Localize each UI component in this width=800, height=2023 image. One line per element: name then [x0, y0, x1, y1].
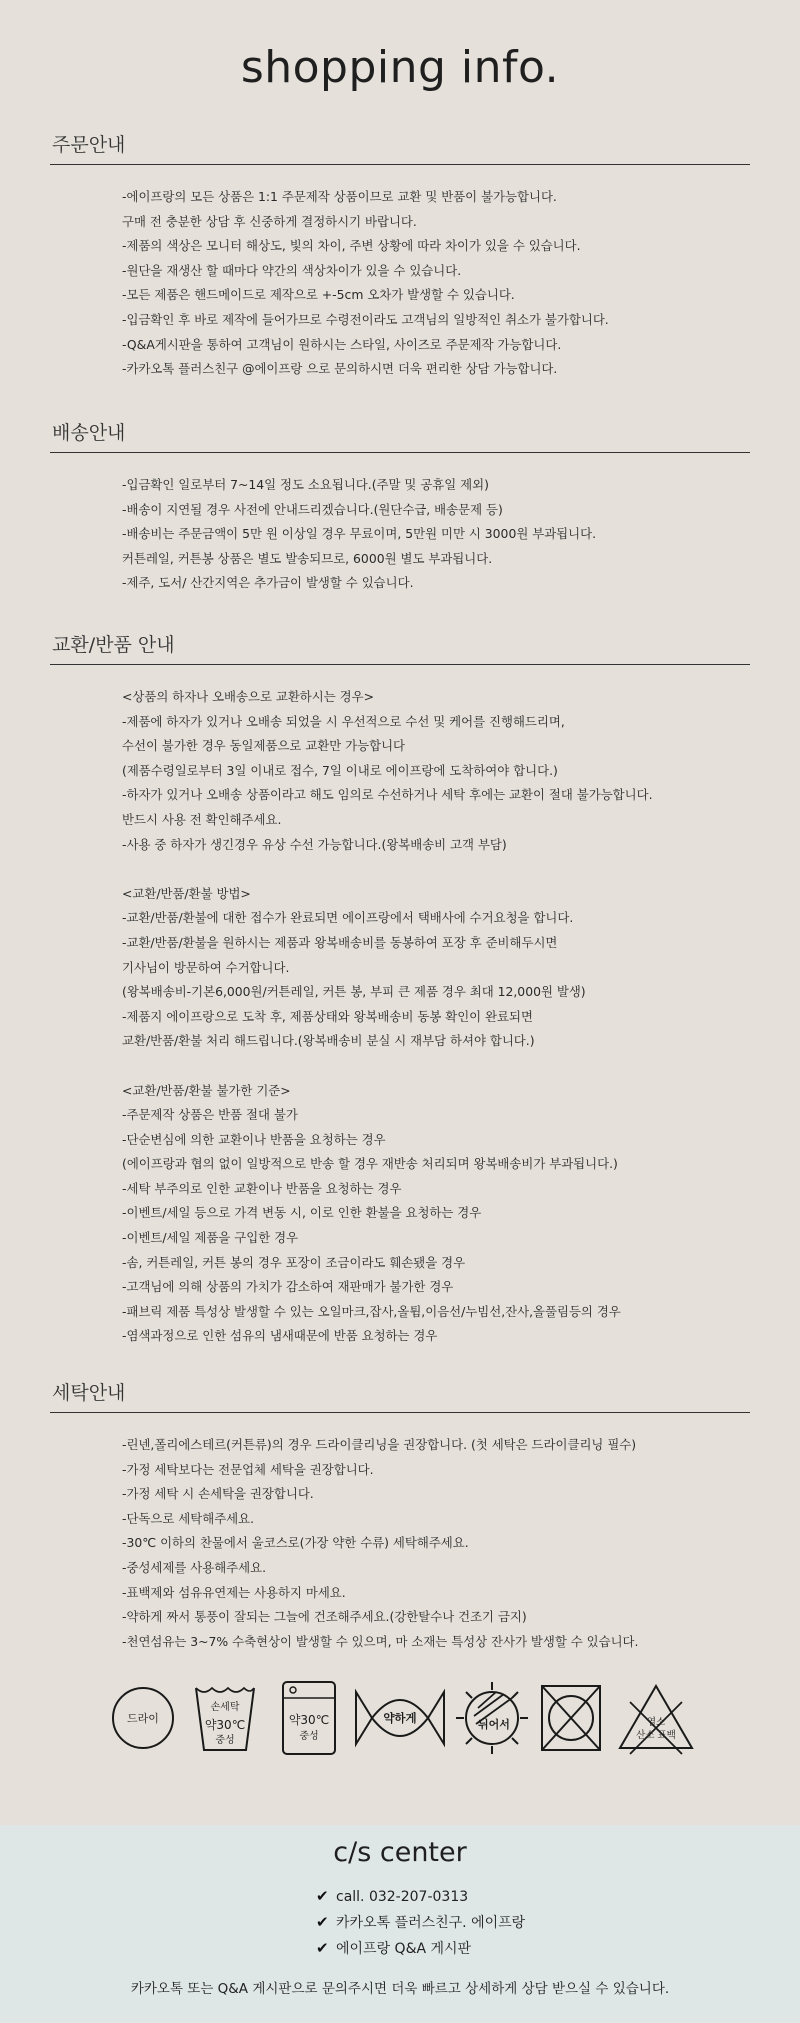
text-line: (에이프랑과 협의 없이 일방적으로 반송 할 경우 재반송 처리되며 왕복배송비가 부과됩니다.) — [122, 1156, 618, 1172]
text-line: -주문제작 상품은 반품 절대 불가 — [122, 1107, 298, 1123]
text-line: <교환/반품/환불 방법> — [122, 885, 251, 901]
cs-phone-item[interactable] — [316, 1883, 525, 1909]
text-line: 커튼레일, 커튼봉 상품은 별도 발송되므로, 6000원 별도 부과됩니다. — [122, 550, 493, 566]
text-line: -사용 중 하자가 생긴경우 유상 수선 가능합니다.(왕복배송비 고객 부담) — [122, 836, 507, 852]
hand-wash-temp: 약30℃ — [204, 1718, 246, 1732]
text-line: -배송비는 주문금액이 5만 원 이상일 경우 무료이며, 5만원 미만 시 3000원 부과됩니다. — [122, 526, 597, 542]
text-line: 수선이 불가한 경우 동일제품으로 교환만 가능합니다 — [122, 738, 406, 754]
section-heading: 세탁안내 — [52, 1382, 126, 1404]
cs-center-panel — [0, 1825, 800, 2023]
text-line: -중성세제를 사용해주세요. — [122, 1559, 267, 1575]
text-line: -Q&A게시판을 통하여 고객님이 원하시는 스타일, 사이즈로 주문제작 가능합니다. — [122, 336, 562, 352]
section-divider — [50, 1412, 750, 1413]
blank-line — [122, 857, 750, 882]
text-line: -원단을 재생산 할 때마다 약간의 색상차이가 있을 수 있습니다. — [122, 262, 462, 278]
text-line: -제품에 하자가 있거나 오배송 되었을 시 우선적으로 수선 및 케어를 진행해드리며, — [122, 713, 565, 729]
text-line: -배송이 지연될 경우 사전에 안내드리겠습니다.(원단수급, 배송문제 등) — [122, 501, 503, 517]
check-icon: ✔ — [316, 1913, 329, 1931]
section-heading: 배송안내 — [52, 422, 126, 444]
text-line: 기사님이 방문하여 수거합니다. — [122, 959, 290, 975]
machine-wash-detergent: 중성 — [299, 1731, 319, 1742]
text-line: 교환/반품/환불 처리 해드립니다.(왕복배송비 분실 시 재부담 하셔야 합니다.) — [122, 1033, 535, 1049]
machine-wash-icon — [274, 1678, 344, 1758]
text-line: -염색과정으로 인한 섬유의 냄새때문에 반품 요청하는 경우 — [122, 1328, 438, 1344]
text-line: <교환/반품/환불 불가한 기준> — [122, 1082, 291, 1098]
wring-gently-icon — [352, 1678, 448, 1758]
wring-gently-label: 약하게 — [383, 1711, 417, 1725]
text-line: -교환/반품/환불을 원하시는 제품과 왕복배송비를 동봉하여 포장 후 준비해두시면 — [122, 934, 558, 950]
no-bleach-icon — [616, 1678, 696, 1758]
text-line: -입금확인 후 바로 제작에 들어가므로 수령전이라도 고객님의 일방적인 취소가 불가합니다. — [122, 311, 609, 327]
cs-note: 카카오톡 또는 Q&A 게시판으로 문의주시면 더욱 빠르고 상세하게 상담 받으실 수 있습니다. — [130, 1981, 670, 1997]
laundry-info-section — [50, 1378, 750, 1654]
section-lines — [122, 185, 750, 382]
dry-clean-label: 드라이 — [127, 1712, 159, 1725]
dry-clean-icon — [108, 1678, 178, 1758]
text-line: -표백제와 섬유유연제는 사용하지 마세요. — [122, 1584, 346, 1600]
dry-flat-shade-icon — [452, 1678, 532, 1758]
section-lines — [122, 1433, 750, 1654]
hand-wash-detergent: 중성 — [215, 1735, 235, 1746]
text-line: -천연섬유는 3~7% 수축현상이 발생할 수 있으며, 마 소재는 특성상 잔사가 발생할 수 있습니다. — [122, 1633, 639, 1649]
text-line: -입금확인 일로부터 7~14일 정도 소요됩니다.(주말 및 공휴일 제외) — [122, 477, 489, 492]
text-line: -제품지 에이프랑으로 도착 후, 제품상태와 왕복배송비 동봉 확인이 완료되면 — [122, 1008, 533, 1024]
dry-flat-label: 뉘어서 — [478, 1718, 510, 1731]
cs-contact-list — [316, 1883, 525, 1961]
text-line: -제품의 색상은 모니터 해상도, 빛의 차이, 주변 상황에 따라 차이가 있을 수 있습니다. — [122, 238, 581, 254]
text-line: -단독으로 세탁해주세요. — [122, 1510, 255, 1526]
blank-line — [122, 1054, 750, 1079]
check-icon: ✔ — [316, 1939, 329, 1957]
section-lines — [122, 473, 750, 596]
cs-phone-text: call. 032-207-0313 — [336, 1889, 469, 1905]
text-line: -약하게 짜서 통풍이 잘되는 그늘에 건조해주세요.(강한탈수나 건조기 금지) — [122, 1609, 527, 1625]
text-line: -하자가 있거나 오배송 상품이라고 해도 임의로 수선하거나 세탁 후에는 교환이 절대 불가능합니다. — [122, 787, 653, 803]
text-line: -고객님에 의해 상품의 가치가 감소하여 재판매가 불가한 경우 — [122, 1279, 454, 1295]
section-divider — [50, 664, 750, 665]
text-line: -제주, 도서/ 산간지역은 추가금이 발생할 수 있습니다. — [122, 575, 414, 591]
cs-kakao-item[interactable] — [316, 1909, 525, 1935]
text-line: -린넨,폴리에스테르(커튼류)의 경우 드라이클리닝을 권장합니다. (첫 세탁은 드라이클리닝 필수) — [122, 1437, 637, 1452]
cs-qna-text: 에이프랑 Q&A 게시판 — [336, 1941, 472, 1957]
text-line: 반드시 사용 전 확인해주세요. — [122, 811, 282, 827]
text-line: -가정 세탁보다는 전문업체 세탁을 권장합니다. — [122, 1461, 374, 1477]
section-heading: 교환/반품 안내 — [52, 634, 175, 656]
text-line: -가정 세탁 시 손세탁을 권장합니다. — [122, 1486, 314, 1502]
text-line: -단순변심에 의한 교환이나 반품을 요청하는 경우 — [122, 1131, 386, 1147]
no-tumble-dry-icon — [536, 1678, 606, 1758]
care-icons-row — [108, 1678, 698, 1758]
check-icon: ✔ — [316, 1887, 329, 1905]
cs-qna-item[interactable] — [316, 1935, 525, 1961]
text-line: -30℃ 이하의 찬물에서 울코스로(가장 약한 수류) 세탁해주세요. — [122, 1535, 469, 1551]
section-divider — [50, 452, 750, 453]
no-bleach-label-top: 염소 — [646, 1717, 666, 1728]
section-lines — [122, 685, 750, 1349]
text-line: <상품의 하자나 오배송으로 교환하시는 경우> — [122, 689, 374, 704]
exchange-return-section — [50, 630, 750, 1349]
text-line: -모든 제품은 핸드메이드로 제작으로 +-5cm 오차가 발생할 수 있습니다. — [122, 287, 515, 303]
text-line: (왕복배송비-기본6,000원/커튼레일, 커튼 봉, 부피 큰 제품 경우 최대 12,000원 발생) — [122, 984, 586, 1000]
text-line: -세탁 부주의로 인한 교환이나 반품을 요청하는 경우 — [122, 1180, 402, 1196]
no-bleach-label-bottom: 산소 표백 — [636, 1730, 676, 1741]
text-line: -이벤트/세일 제품을 구입한 경우 — [122, 1230, 299, 1246]
section-divider — [50, 164, 750, 165]
text-line: -에이프랑의 모든 상품은 1:1 주문제작 상품이므로 교환 및 반품이 불가능합니다. — [122, 189, 557, 204]
cs-kakao-text: 카카오톡 플러스친구. 에이프랑 — [336, 1915, 526, 1931]
hand-wash-icon — [190, 1678, 260, 1758]
text-line: -이벤트/세일 등으로 가격 변동 시, 이로 인한 환불을 요청하는 경우 — [122, 1205, 482, 1221]
machine-wash-temp: 약30℃ — [288, 1713, 330, 1727]
text-line: -교환/반품/환불에 대한 접수가 완료되면 에이프랑에서 택배사에 수거요청을 합니다. — [122, 910, 574, 926]
text-line: 구매 전 충분한 상담 후 신중하게 결정하시기 바랍니다. — [122, 213, 417, 229]
text-line: -카카오톡 플러스친구 @에이프랑 으로 문의하시면 더욱 편리한 상담 가능합니다. — [122, 361, 558, 377]
text-line: -패브릭 제품 특성상 발생할 수 있는 오일마크,잡사,올튐,이음선/누빔선,잔사,올풀림등의 경우 — [122, 1303, 621, 1319]
text-line: (제품수령일로부터 3일 이내로 접수, 7일 이내로 에이프랑에 도착하여야 합니다.) — [122, 762, 558, 778]
order-info-section — [50, 130, 750, 382]
text-line: -솜, 커튼레일, 커튼 봉의 경우 포장이 조금이라도 훼손됐을 경우 — [122, 1254, 466, 1270]
cs-center-title: c/s center — [333, 1837, 467, 1868]
page-title: shopping info. — [240, 42, 560, 93]
hand-wash-label: 손세탁 — [210, 1702, 240, 1713]
shipping-info-section — [50, 418, 750, 596]
section-heading: 주문안내 — [52, 134, 126, 156]
